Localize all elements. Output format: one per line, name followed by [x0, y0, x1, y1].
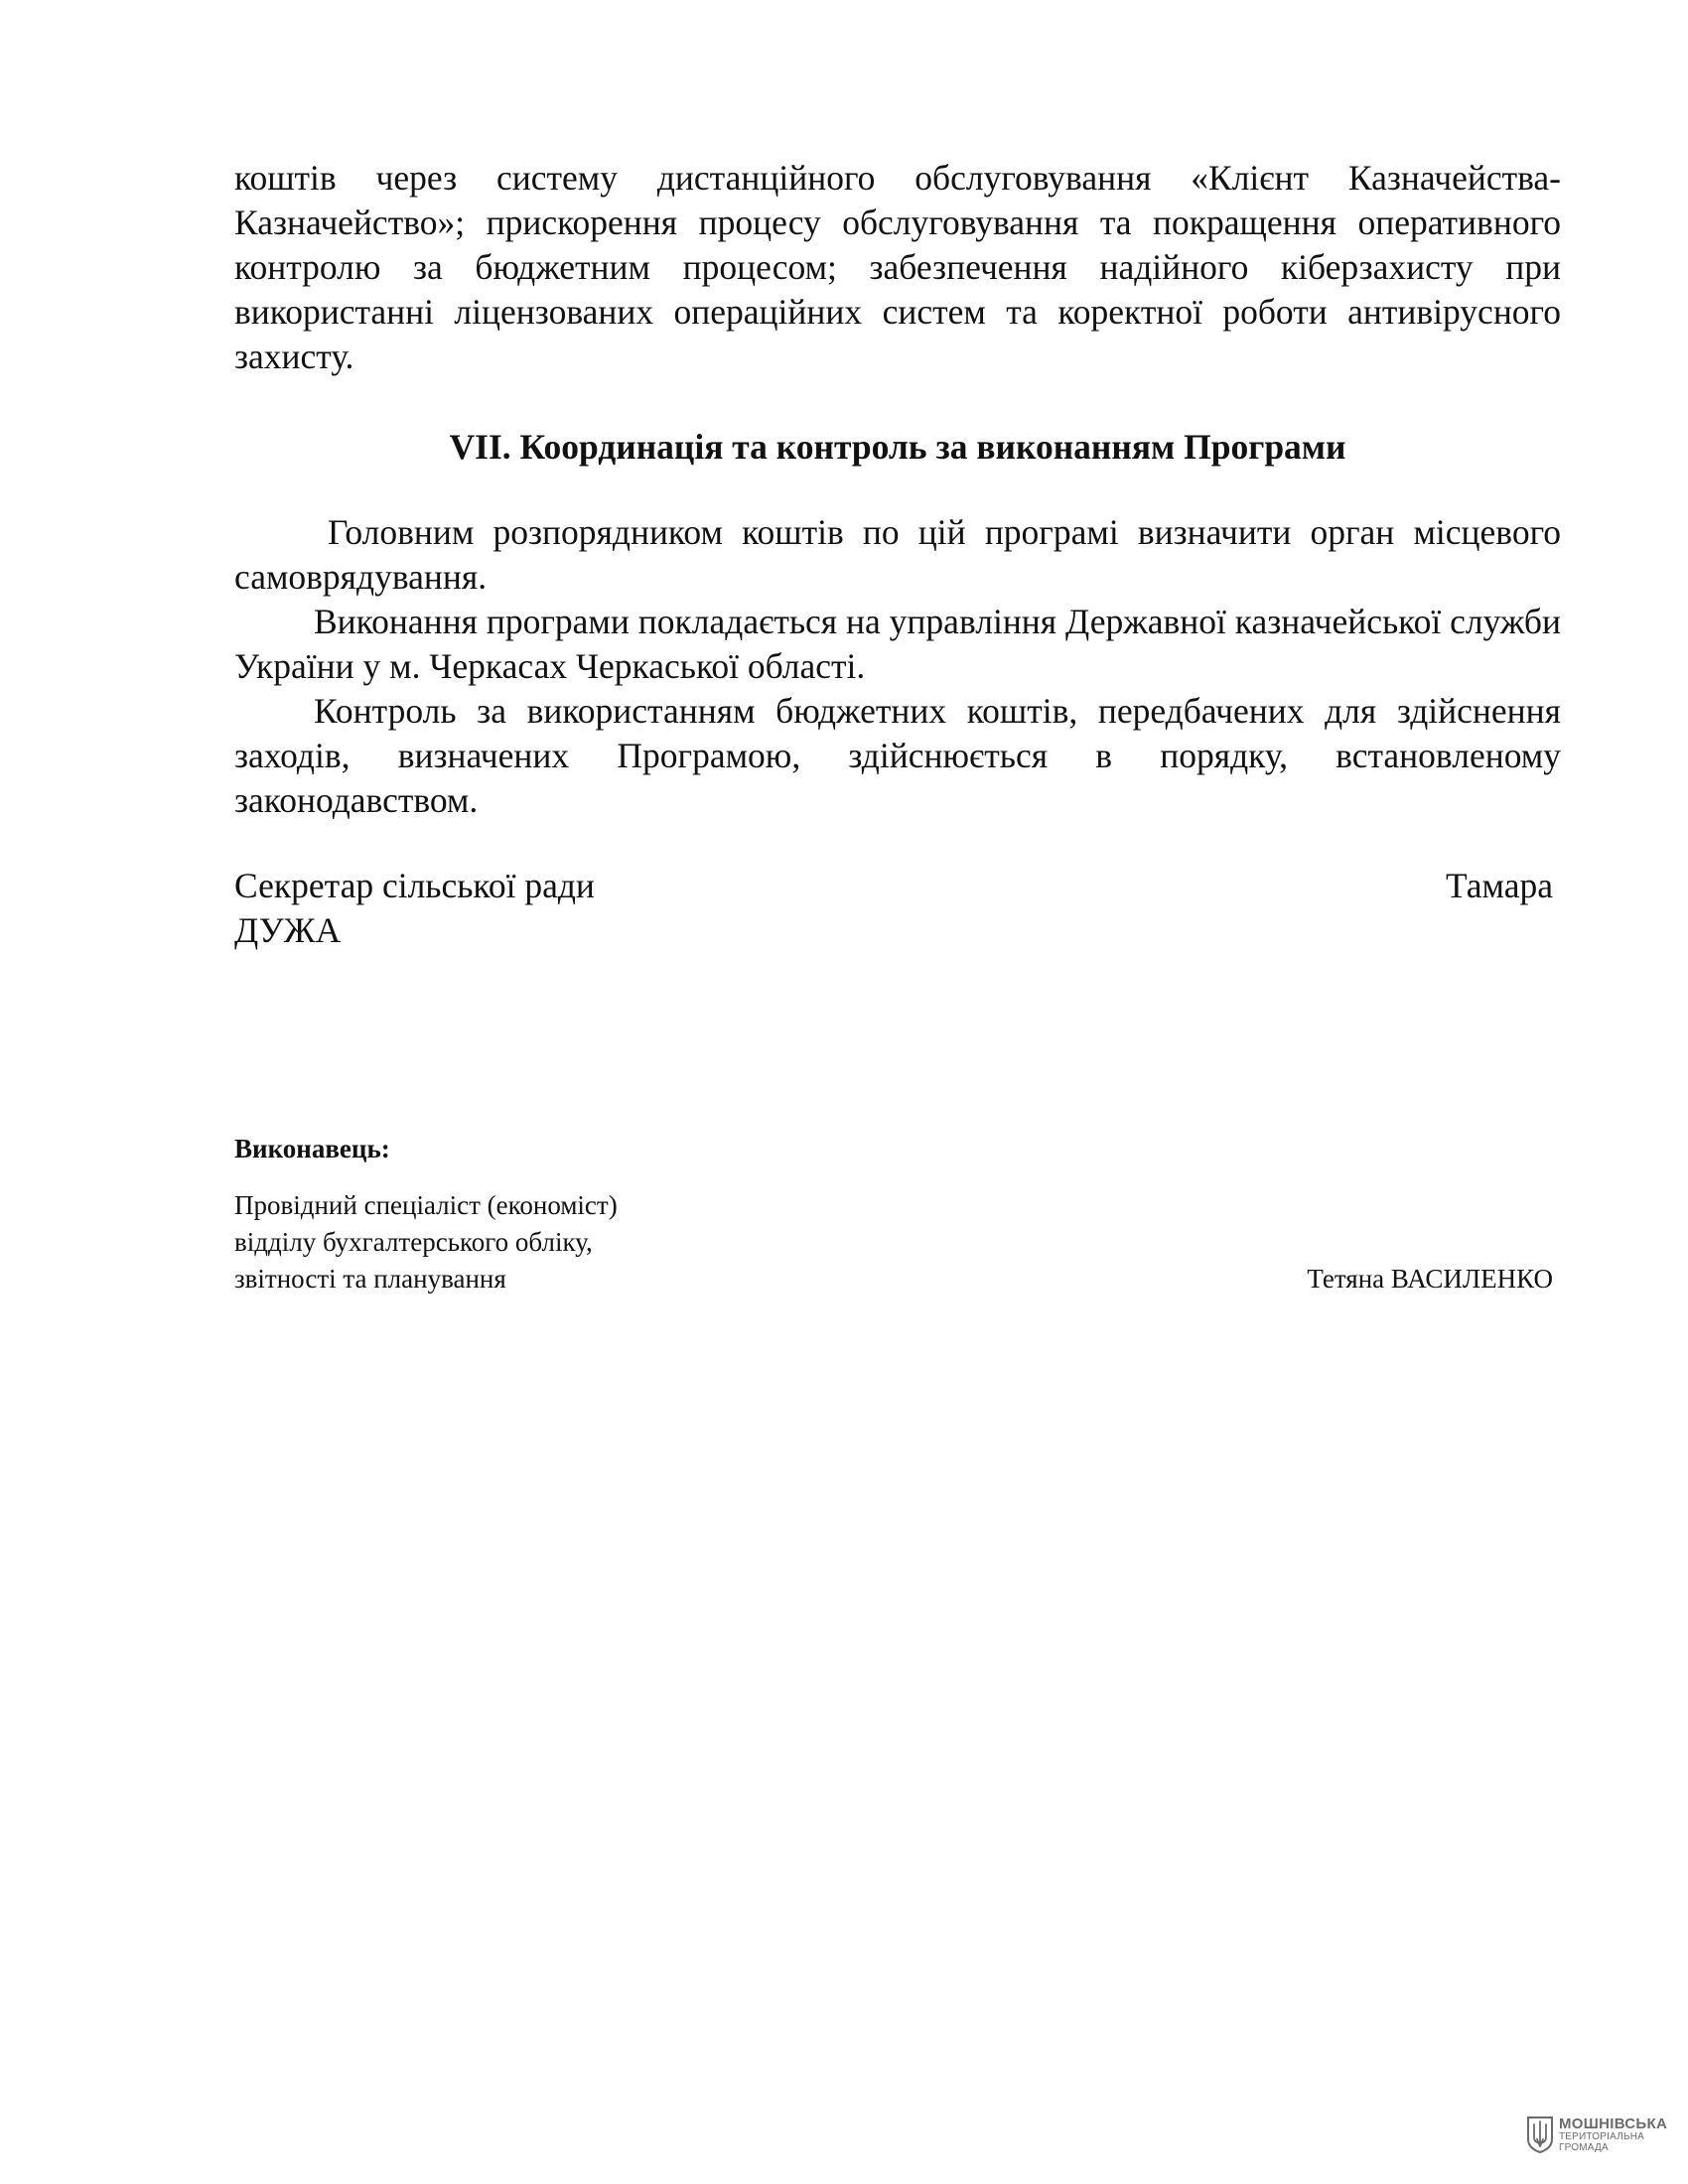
executor-position-line2: відділу бухгалтерського обліку,	[234, 1227, 593, 1257]
logo-line-3: ГРОМАДА	[1559, 2141, 1609, 2153]
signature-last-name: ДУЖА	[234, 910, 342, 950]
signature-row	[234, 864, 1561, 908]
signature-title: Секретар сільської ради	[234, 866, 595, 905]
paragraph-execution: Виконання програми покладається на управління Державної казначейської служби України у м. Черкасах Черкаської області.	[234, 602, 1561, 686]
intro-paragraph-block	[234, 156, 1561, 379]
logo-line-2: ТЕРИТОРІАЛЬНА	[1559, 2130, 1645, 2142]
community-logo-text	[1559, 2116, 1667, 2153]
section-body	[234, 510, 1561, 823]
paragraph-main-manager: Головним розпорядником коштів по цій програмі визначити орган місцевого самоврядування.	[234, 512, 1561, 597]
executor-row	[234, 1261, 1561, 1297]
trident-icon	[1525, 2116, 1555, 2153]
executor-position-line3: звітності та планування	[234, 1264, 506, 1294]
signature-block	[234, 864, 1561, 953]
executor-label: Виконавець:	[234, 1134, 390, 1163]
community-logo	[1525, 2116, 1667, 2153]
intro-paragraph: коштів через систему дистанційного обслуговування «Клієнт Казначейства-Казначейство»; прискорення процесу обслуговування та покращення оперативного контролю за бюджетним процесом; забезпечення надійного кіберзахисту при використанні ліцензованих операційних систем та коректної роботи антивірусного захисту.	[234, 158, 1561, 376]
paragraph-control: Контроль за використанням бюджетних коштів, передбачених для здійснення заходів, визначених Програмою, здійснюється в порядку, встановленому законодавством.	[234, 691, 1561, 820]
executor-block	[234, 1187, 1561, 1297]
executor-position-line1: Провідний спеціаліст (економіст)	[234, 1190, 618, 1220]
logo-line-1: МОШНІВСЬКА	[1559, 2115, 1668, 2132]
executor-name: Тетяна ВАСИЛЕНКО	[1307, 1264, 1553, 1294]
signature-first-name: Тамара	[1445, 866, 1553, 905]
section-heading: VII. Координація та контроль за виконанням Програми	[449, 427, 1346, 467]
